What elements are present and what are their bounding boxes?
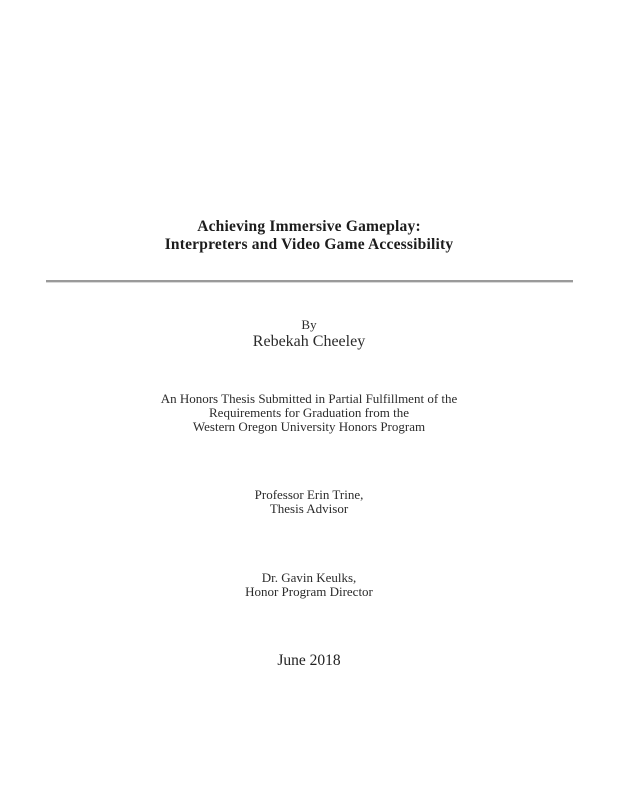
program-director-role: Honor Program Director [245,584,373,599]
program-director-block [0,571,618,599]
byline-label: By [301,317,317,332]
publication-date: June 2018 [277,652,341,669]
author-name: Rebekah Cheeley [252,333,366,350]
page-title [0,218,618,254]
page-title-line1: Achieving Immersive Gameplay: [197,218,421,235]
thesis-advisor-name: Professor Erin Trine, [254,487,364,502]
horizontal-rule [46,280,573,283]
submission-statement-line3: Western Oregon University Honors Program [192,419,426,434]
submission-statement [0,392,618,434]
thesis-advisor-role: Thesis Advisor [269,501,349,516]
submission-statement-line2: Requirements for Graduation from the [209,405,409,420]
program-director-name: Dr. Gavin Keulks, [261,570,357,585]
thesis-advisor-block [0,488,618,516]
submission-statement-line1: An Honors Thesis Submitted in Partial Fulfillment of the [160,391,458,406]
page-title-line2: Interpreters and Video Game Accessibility [164,236,454,253]
